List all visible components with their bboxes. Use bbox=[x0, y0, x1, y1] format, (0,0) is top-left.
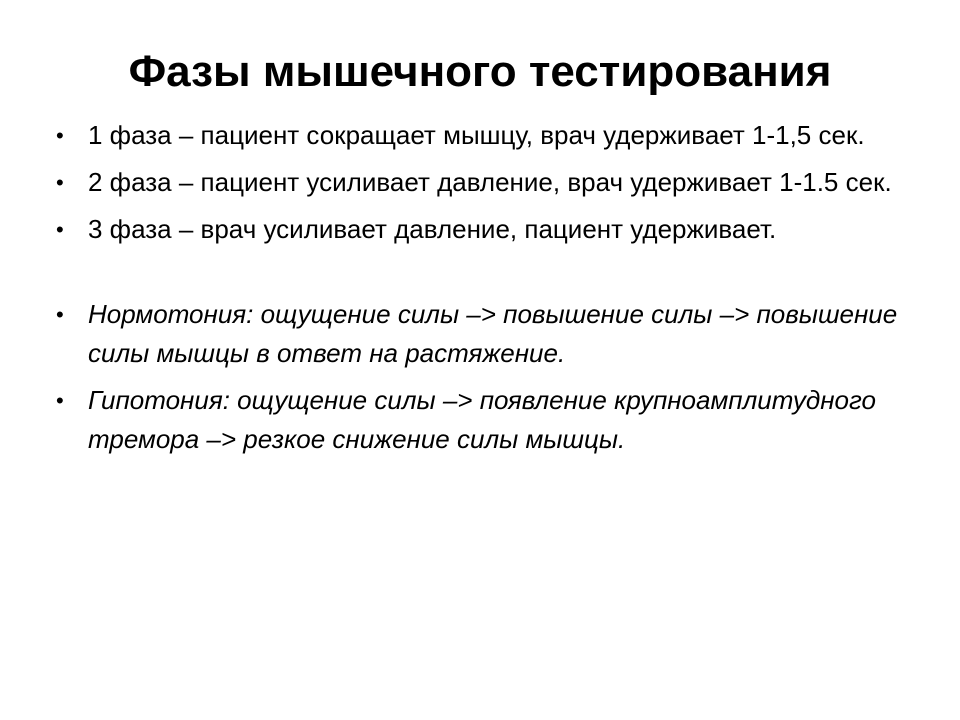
bullet-item-phase-3 bbox=[56, 210, 916, 249]
bullet-dot-icon: • bbox=[56, 217, 64, 242]
bullet-text: Нормотония: ощущение силы –> повышение силы –> повышение силы мышцы в ответ на растяжение. bbox=[88, 299, 898, 368]
bullet-item-normotonia bbox=[56, 295, 916, 373]
slide-title: Фазы мышечного тестирования bbox=[128, 47, 832, 96]
bullet-text: 2 фаза – пациент усиливает давление, врач удерживает 1-1.5 сек. bbox=[88, 167, 892, 197]
bullet-item-phase-1 bbox=[56, 116, 916, 155]
bullet-item-hypotonia bbox=[56, 381, 916, 459]
bullet-item-phase-2 bbox=[56, 163, 916, 202]
bullet-text: 3 фаза – врач усиливает давление, пациент удерживает. bbox=[88, 214, 777, 244]
bullet-dot-icon: • bbox=[56, 388, 64, 413]
bullet-text: 1 фаза – пациент сокращает мышцу, врач удерживает 1-1,5 сек. bbox=[88, 120, 865, 150]
bullet-text: Гипотония: ощущение силы –> появление крупноамплитудного тремора –> резкое снижение силы мышцы. bbox=[88, 385, 876, 454]
bullet-list bbox=[56, 116, 916, 467]
bullet-dot-icon: • bbox=[56, 170, 64, 195]
bullet-dot-icon: • bbox=[56, 302, 64, 327]
bullet-dot-icon: • bbox=[56, 123, 64, 148]
